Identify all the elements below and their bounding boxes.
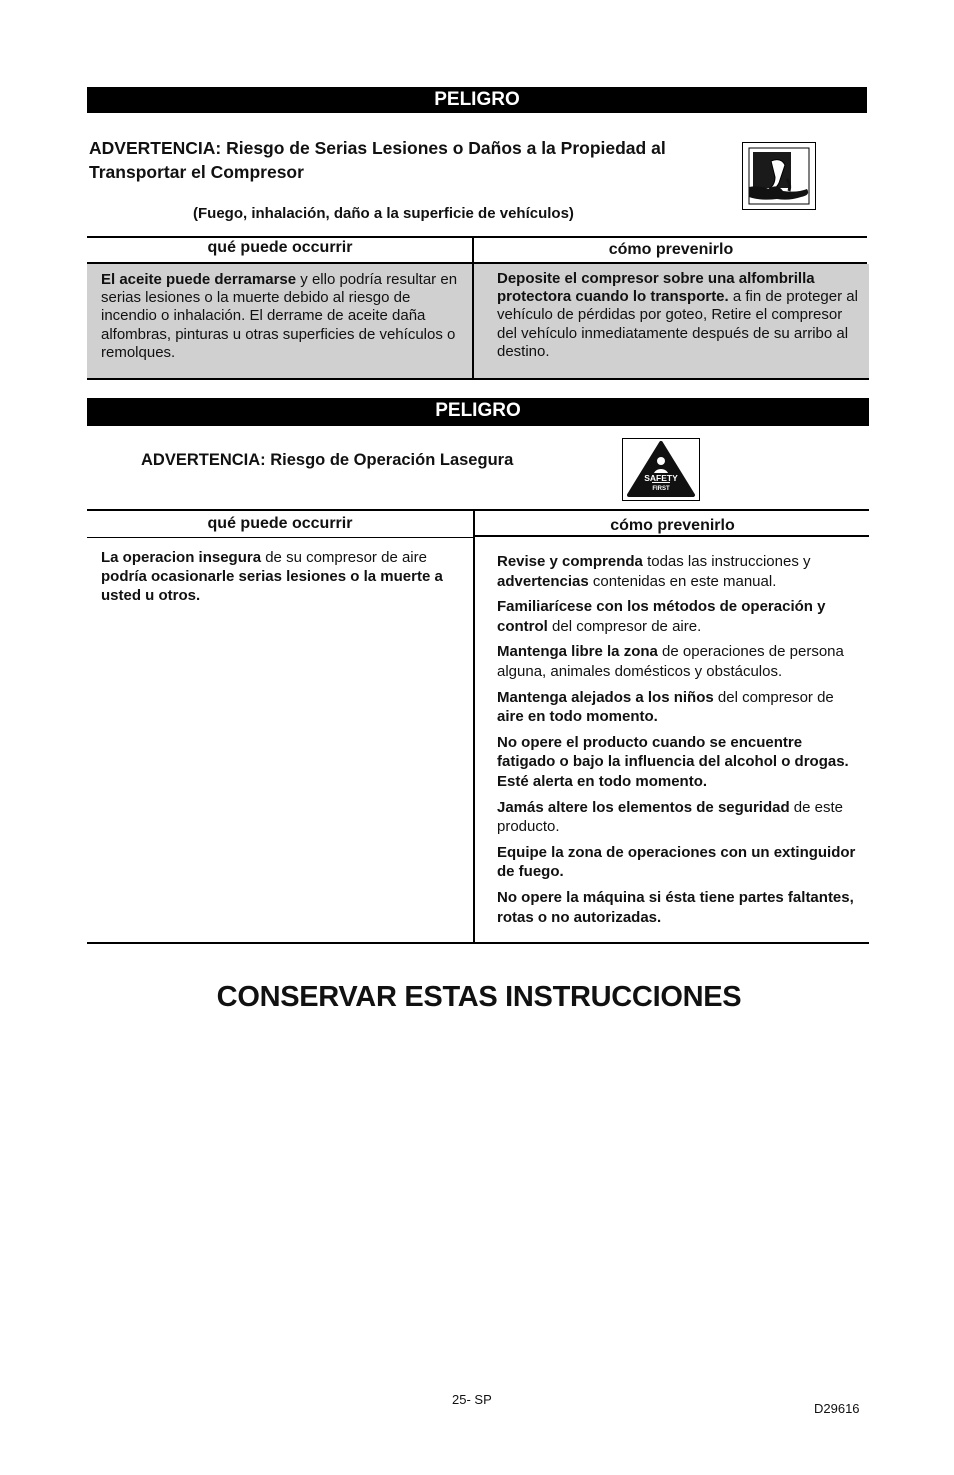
- table2-what-cell: [101, 548, 451, 605]
- table1-divider: [472, 236, 474, 378]
- how2-item: No opere el producto cuando se encuentre fatigado o bajo la influencia del alcohol o drogas. Esté alerta en todo momento.: [497, 733, 849, 790]
- what-bold: El aceite puede derramarse: [101, 271, 297, 288]
- how2-item: Mantenga alejados a los niños del compresor de aire en todo momento.: [497, 688, 834, 726]
- table1-header-what: qué puede occurrir: [207, 239, 353, 256]
- what2-bold-2: podría ocasionarle serias lesiones o la muerte a usted u otros.: [101, 568, 443, 604]
- how2-item: Familiarícese con los métodos de operación y control del compresor de aire.: [497, 598, 826, 635]
- safety-first-icon: [622, 438, 700, 501]
- how-text: a fin de proteger al vehículo de pérdidas por goteo, Retire el compresor del vehículo inmediatamente después de su arribo al destino.: [497, 288, 858, 360]
- conserve-instructions-heading: CONSERVAR ESTAS INSTRUCCIONES: [216, 981, 742, 1013]
- how2-item: Equipe la zona de operaciones con un extinguidor de fuego.: [497, 843, 856, 881]
- what2-text-1: de su compresor de aire: [261, 549, 427, 566]
- page-number: 25- SP: [452, 1392, 492, 1407]
- table2-header-rule-left: [87, 537, 473, 538]
- what-text: y ello podría resultar en serias lesiones o la muerte debido al riesgo de incendio o inhalación. El derrame de aceite daña alfombras, pinturas u otras superficies de vehículos o remolques.: [101, 271, 458, 361]
- table2-how-cell: [497, 552, 862, 933]
- safety-text: SAFETY: [644, 473, 678, 483]
- table2-header-how: cómo prevenirlo: [610, 517, 735, 534]
- table1-header-how: cómo prevenirlo: [608, 241, 734, 258]
- first-text: FIRST: [652, 486, 670, 492]
- how2-item: Revise y comprenda todas las instrucciones y advertencias contenidas en este manual.: [497, 553, 811, 590]
- table2-header-rule-right: [475, 535, 869, 537]
- table2-bottom-rule: [87, 942, 869, 944]
- oil-spill-icon: [742, 142, 816, 210]
- table2-header-what: qué puede occurrir: [207, 515, 353, 532]
- doc-code: D29616: [814, 1401, 860, 1416]
- table1-how-cell: [497, 270, 861, 361]
- warning-title-1: ADVERTENCIA: Riesgo de Serias Lesiones o Daños a la Propiedad al Transportar el Compresor: [89, 138, 666, 182]
- warning-title-2: ADVERTENCIA: Riesgo de Operación Lasegura: [141, 451, 514, 469]
- danger-banner-2: PELIGRO: [87, 398, 869, 426]
- how2-item: Mantenga libre la zona de operaciones de persona alguna, animales domésticos y obstáculos.: [497, 643, 844, 680]
- table2-top-rule: [87, 509, 869, 511]
- how2-item: Jamás altere los elementos de seguridad de este producto.: [497, 798, 843, 836]
- table2-divider: [473, 509, 475, 944]
- table1-what-cell: [101, 271, 461, 362]
- how-bold: Deposite el compresor sobre una alfombrilla protectora cuando lo transporte.: [497, 270, 815, 306]
- danger-banner-1: PELIGRO: [87, 87, 867, 113]
- how2-item: No opere la máquina si ésta tiene partes faltantes, rotas o no autorizadas.: [497, 888, 854, 926]
- what2-bold-1: La operacion insegura: [101, 549, 262, 566]
- table1-top-rule: [87, 236, 867, 238]
- hazards-note-1: (Fuego, inhalación, daño a la superficie de vehículos): [193, 205, 574, 222]
- table1-bottom-rule: [87, 378, 869, 380]
